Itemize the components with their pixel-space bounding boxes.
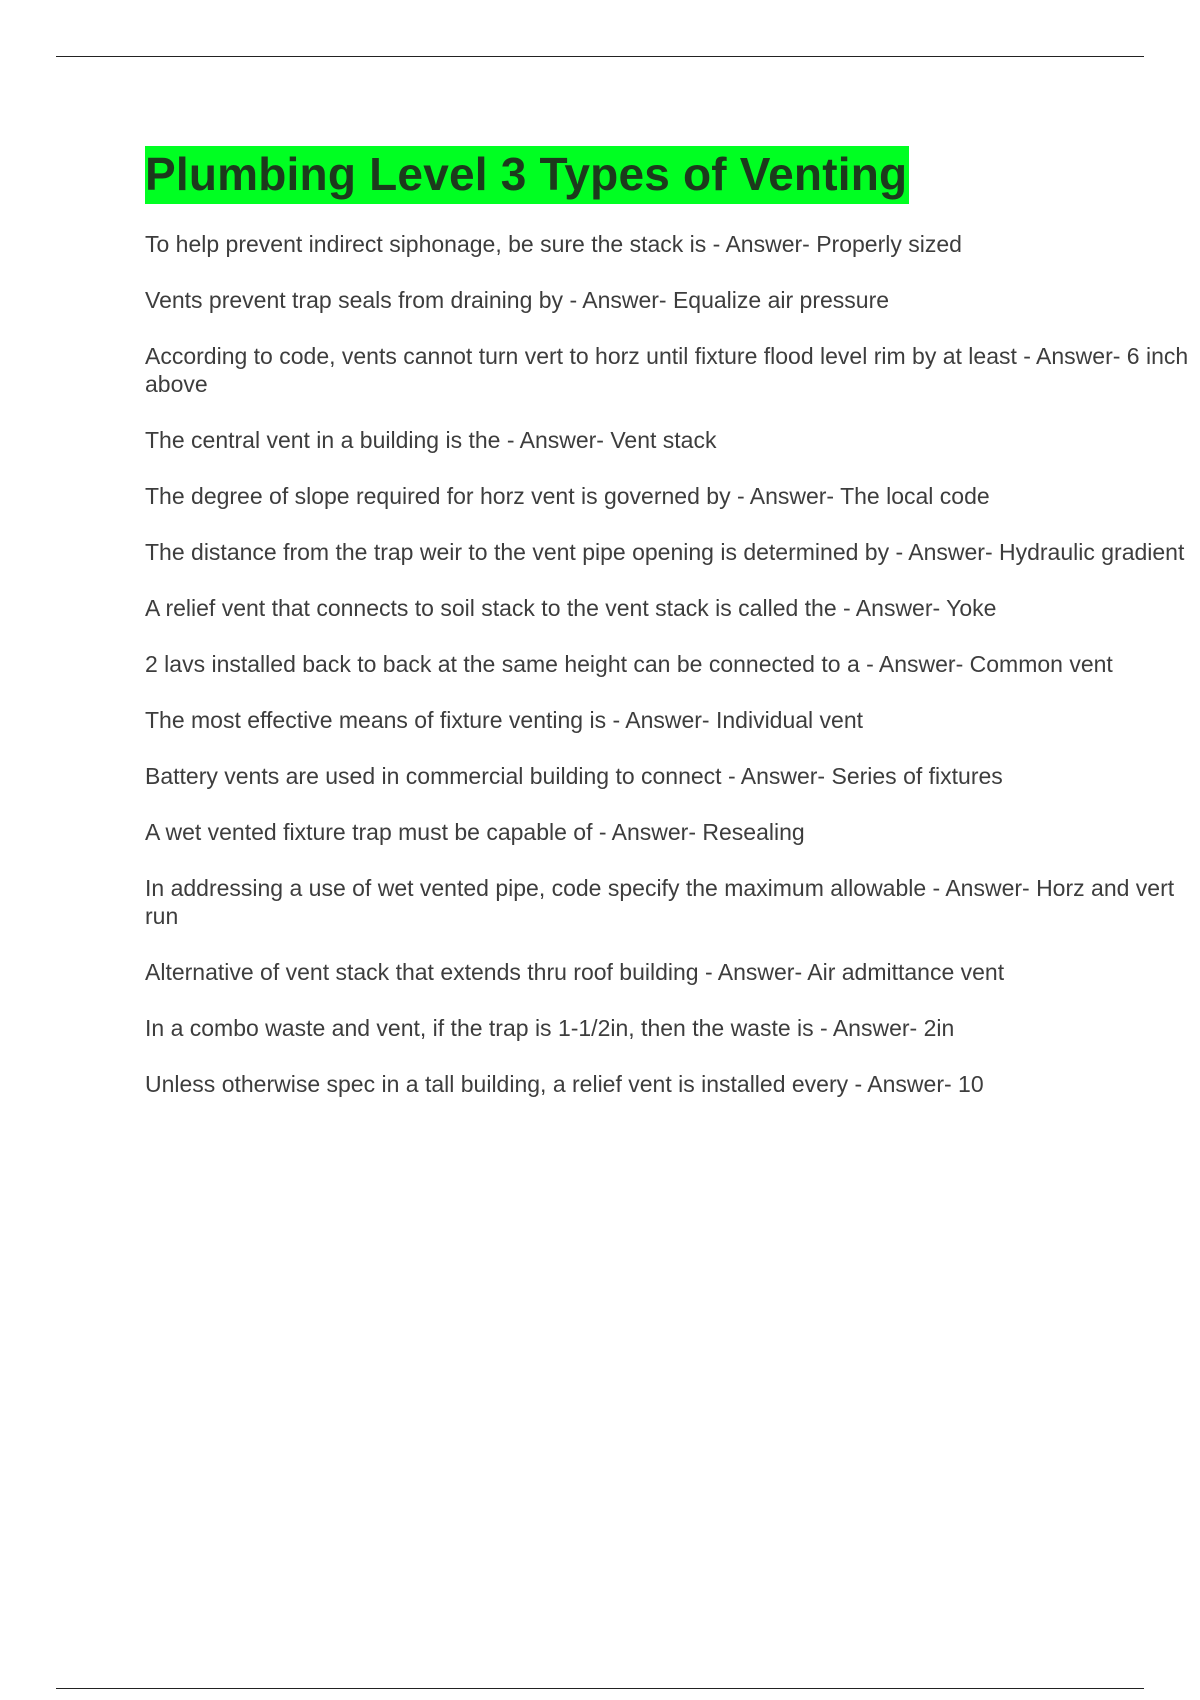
document-title: Plumbing Level 3 Types of Venting [145, 146, 909, 204]
qa-item: The distance from the trap weir to the vent pipe opening is determined by - Answer- Hydraulic gradient [145, 539, 1185, 565]
qa-item: Battery vents are used in commercial building to connect - Answer- Series of fixtures [145, 763, 1003, 789]
bottom-rule [56, 1688, 1144, 1689]
qa-item: Alternative of vent stack that extends thru roof building - Answer- Air admittance vent [145, 959, 1005, 985]
document-body [145, 146, 1195, 1126]
qa-item: According to code, vents cannot turn vert to horz until fixture flood level rim by at least - Answer- 6 inch above [145, 343, 1189, 397]
qa-item: In addressing a use of wet vented pipe, code specify the maximum allowable - Answer- Horz and vert run [145, 875, 1175, 929]
qa-item: To help prevent indirect siphonage, be sure the stack is - Answer- Properly sized [145, 231, 962, 257]
qa-item: The degree of slope required for horz vent is governed by - Answer- The local code [145, 483, 990, 509]
top-rule [56, 56, 1144, 57]
qa-item: A wet vented fixture trap must be capable of - Answer- Resealing [145, 819, 805, 845]
qa-list [145, 230, 1195, 1098]
qa-item: Vents prevent trap seals from draining by - Answer- Equalize air pressure [145, 287, 890, 313]
qa-item: In a combo waste and vent, if the trap is 1-1/2in, then the waste is - Answer- 2in [145, 1015, 955, 1041]
qa-item: 2 lavs installed back to back at the same height can be connected to a - Answer- Common vent [145, 651, 1113, 677]
qa-item: Unless otherwise spec in a tall building, a relief vent is installed every - Answer- 10 [145, 1071, 984, 1097]
qa-item: The central vent in a building is the - Answer- Vent stack [145, 427, 717, 453]
qa-item: A relief vent that connects to soil stack to the vent stack is called the - Answer- Yoke [145, 595, 997, 621]
qa-item: The most effective means of fixture venting is - Answer- Individual vent [145, 707, 864, 733]
